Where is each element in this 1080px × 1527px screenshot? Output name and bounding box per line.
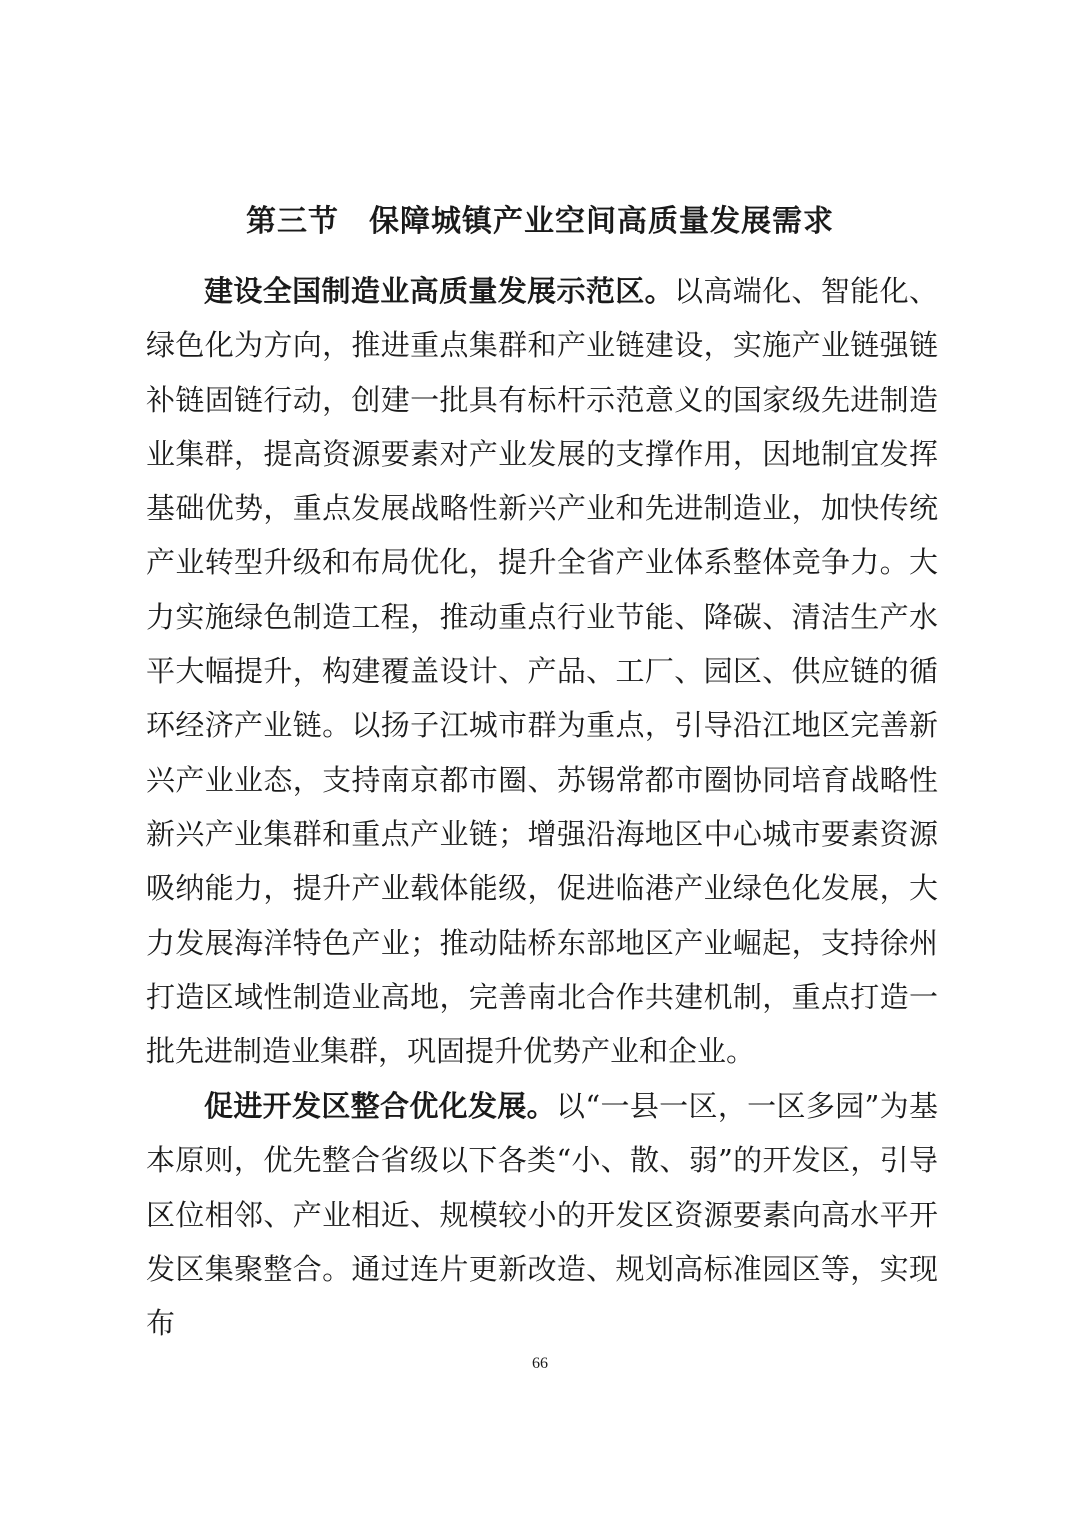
section-title: 保障城镇产业空间高质量发展需求 (369, 204, 834, 239)
paragraph-text: 以“一县一区，一区多园”为基本原则，优先整合省级以下各类“小、散、弱”的开发区，引导区位相邻、产业相近、规模较小的开发区资源要素向高水平开发区集聚整合。通过连片更新改造、规划高标准园区等，实现布 (146, 1089, 938, 1341)
paragraph-text: 以高端化、智能化、绿色化为方向，推进重点集群和产业链建设，实施产业链强链补链固链行动，创建一批具有标杆示范意义的国家级先进制造业集群，提高资源要素对产业发展的支撑作用，因地制宜发挥基础优势，重点发展战略性新兴产业和先进制造业，加快传统产业转型升级和布局优化，提升全省产业体系整体竞争力。大力实施绿色制造工程，推动重点行业节能、降碳、清洁生产水平大幅提升，构建覆盖设计、产品、工厂、园区、供应链的循环经济产业链。以扬子江城市群为重点，引导沿江地区完善新兴产业业态，支持南京都市圈、苏锡常都市圈协同培育战略性新兴产业集群和重点产业链；增强沿海地区中心城市要素资源吸纳能力，提升产业载体能级，促进临港产业绿色化发展，大力发展海洋特色产业；推动陆桥东部地区产业崛起，支持徐州打造区域性制造业高地，完善南北合作共建机制，重点打造一批先进制造业集群，巩固提升优势产业和企业。 (146, 274, 938, 1069)
paragraph-development-zones (146, 1079, 938, 1350)
section-label: 第三节 (246, 204, 339, 239)
page-number: 66 (532, 1355, 548, 1372)
section-heading (0, 198, 1080, 246)
paragraph-lead: 建设全国制造业高质量发展示范区。 (204, 274, 674, 308)
paragraph-manufacturing (146, 264, 938, 1078)
paragraph-lead: 促进开发区整合优化发展。 (204, 1089, 556, 1123)
